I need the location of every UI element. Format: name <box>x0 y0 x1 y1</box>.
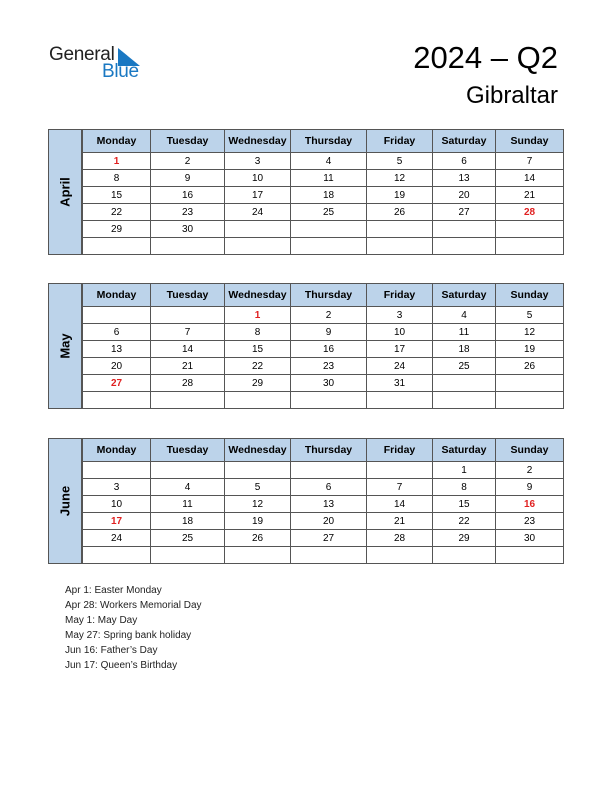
day-cell: 30 <box>496 530 564 547</box>
day-cell <box>151 392 225 409</box>
week-row <box>83 462 564 479</box>
day-cell: 2 <box>151 153 225 170</box>
calendar-table <box>82 129 564 255</box>
day-cell: 28 <box>367 530 433 547</box>
day-cell: 29 <box>83 221 151 238</box>
weekday-header: Wednesday <box>225 130 291 153</box>
month-block-june <box>48 438 563 564</box>
day-cell: 19 <box>225 513 291 530</box>
day-cell: 8 <box>433 479 496 496</box>
weekday-header: Friday <box>367 130 433 153</box>
weekday-header: Tuesday <box>151 130 225 153</box>
day-cell: 2 <box>291 307 367 324</box>
day-cell: 18 <box>151 513 225 530</box>
day-cell <box>433 392 496 409</box>
week-row <box>83 530 564 547</box>
week-row <box>83 547 564 564</box>
day-cell: 6 <box>433 153 496 170</box>
week-row <box>83 153 564 170</box>
month-label-column <box>48 283 82 409</box>
day-cell: 19 <box>367 187 433 204</box>
day-cell: 21 <box>151 358 225 375</box>
day-cell: 15 <box>83 187 151 204</box>
weekday-header: Saturday <box>433 284 496 307</box>
day-cell: 12 <box>225 496 291 513</box>
weekday-header: Friday <box>367 284 433 307</box>
day-cell <box>291 392 367 409</box>
calendar-table <box>82 438 564 564</box>
holiday-list <box>65 583 202 673</box>
day-cell: 14 <box>496 170 564 187</box>
day-cell <box>83 307 151 324</box>
country-name: Gibraltar <box>465 82 558 109</box>
weekday-header: Sunday <box>496 130 564 153</box>
day-cell: 10 <box>225 170 291 187</box>
day-cell: 10 <box>83 496 151 513</box>
week-row <box>83 358 564 375</box>
week-row <box>83 307 564 324</box>
day-cell <box>225 462 291 479</box>
day-cell: 4 <box>151 479 225 496</box>
weekday-header: Tuesday <box>151 284 225 307</box>
day-cell: 1 <box>83 153 151 170</box>
week-row <box>83 375 564 392</box>
month-label: June <box>57 485 73 517</box>
day-cell: 24 <box>225 204 291 221</box>
week-row <box>83 221 564 238</box>
day-cell <box>433 547 496 564</box>
day-cell: 9 <box>151 170 225 187</box>
day-cell: 7 <box>151 324 225 341</box>
week-row <box>83 204 564 221</box>
day-cell <box>225 238 291 255</box>
day-cell: 10 <box>367 324 433 341</box>
holiday-item: Jun 16: Father’s Day <box>65 645 158 656</box>
weekday-header: Tuesday <box>151 439 225 462</box>
day-cell <box>225 547 291 564</box>
day-cell: 21 <box>496 187 564 204</box>
day-cell: 28 <box>496 204 564 221</box>
calendar-table <box>82 283 564 409</box>
day-cell: 20 <box>291 513 367 530</box>
day-cell <box>433 375 496 392</box>
week-row <box>83 513 564 530</box>
day-cell <box>496 221 564 238</box>
day-cell: 13 <box>291 496 367 513</box>
day-cell: 31 <box>367 375 433 392</box>
day-cell: 27 <box>83 375 151 392</box>
day-cell: 27 <box>291 530 367 547</box>
day-cell: 1 <box>433 462 496 479</box>
day-cell: 12 <box>496 324 564 341</box>
day-cell: 27 <box>433 204 496 221</box>
day-cell: 17 <box>225 187 291 204</box>
day-cell: 21 <box>367 513 433 530</box>
day-cell: 26 <box>367 204 433 221</box>
day-cell: 18 <box>433 341 496 358</box>
day-cell: 6 <box>291 479 367 496</box>
month-block-april <box>48 129 563 255</box>
weekday-header: Thursday <box>291 130 367 153</box>
weekday-header: Thursday <box>291 284 367 307</box>
day-cell: 16 <box>151 187 225 204</box>
day-cell <box>367 547 433 564</box>
brand-name-general: General <box>49 44 115 65</box>
day-cell: 9 <box>496 479 564 496</box>
day-cell <box>151 238 225 255</box>
day-cell <box>291 221 367 238</box>
day-cell <box>496 547 564 564</box>
holiday-item: Jun 17: Queen’s Birthday <box>65 660 178 671</box>
week-row <box>83 341 564 358</box>
day-cell: 17 <box>83 513 151 530</box>
day-cell: 3 <box>83 479 151 496</box>
day-cell: 11 <box>291 170 367 187</box>
day-cell <box>433 238 496 255</box>
day-cell <box>496 238 564 255</box>
day-cell: 18 <box>291 187 367 204</box>
day-cell: 28 <box>151 375 225 392</box>
day-cell: 8 <box>83 170 151 187</box>
weekday-header: Monday <box>83 130 151 153</box>
day-cell: 14 <box>151 341 225 358</box>
day-cell: 5 <box>367 153 433 170</box>
week-row <box>83 496 564 513</box>
day-cell: 25 <box>291 204 367 221</box>
day-cell <box>151 547 225 564</box>
day-cell: 11 <box>433 324 496 341</box>
weekday-header: Saturday <box>433 130 496 153</box>
week-row <box>83 170 564 187</box>
day-cell <box>367 221 433 238</box>
day-cell: 14 <box>367 496 433 513</box>
weekday-header: Wednesday <box>225 439 291 462</box>
day-cell: 23 <box>151 204 225 221</box>
day-cell: 29 <box>433 530 496 547</box>
week-row <box>83 324 564 341</box>
week-row <box>83 479 564 496</box>
day-cell: 22 <box>433 513 496 530</box>
day-cell: 24 <box>83 530 151 547</box>
day-cell: 20 <box>433 187 496 204</box>
day-cell: 25 <box>433 358 496 375</box>
day-cell <box>83 238 151 255</box>
day-cell: 13 <box>83 341 151 358</box>
day-cell <box>367 462 433 479</box>
day-cell: 7 <box>367 479 433 496</box>
holiday-item: May 1: May Day <box>65 615 138 626</box>
day-cell: 29 <box>225 375 291 392</box>
day-cell: 9 <box>291 324 367 341</box>
weekday-header: Sunday <box>496 439 564 462</box>
day-cell: 15 <box>433 496 496 513</box>
day-cell: 6 <box>83 324 151 341</box>
day-cell: 13 <box>433 170 496 187</box>
day-cell: 26 <box>225 530 291 547</box>
day-cell: 30 <box>291 375 367 392</box>
day-cell: 23 <box>496 513 564 530</box>
month-label: May <box>57 333 73 359</box>
day-cell: 25 <box>151 530 225 547</box>
day-cell <box>291 238 367 255</box>
day-cell: 17 <box>367 341 433 358</box>
month-label: April <box>57 177 73 207</box>
week-row <box>83 392 564 409</box>
day-cell: 20 <box>83 358 151 375</box>
day-cell <box>496 392 564 409</box>
holiday-item: Apr 1: Easter Monday <box>65 585 162 596</box>
day-cell <box>291 462 367 479</box>
day-cell: 22 <box>83 204 151 221</box>
day-cell <box>291 547 367 564</box>
day-cell: 3 <box>367 307 433 324</box>
day-cell: 4 <box>291 153 367 170</box>
day-cell: 22 <box>225 358 291 375</box>
day-cell: 3 <box>225 153 291 170</box>
day-cell: 30 <box>151 221 225 238</box>
weekday-header: Thursday <box>291 439 367 462</box>
day-cell: 19 <box>496 341 564 358</box>
day-cell <box>225 392 291 409</box>
page-title: 2024 – Q2 <box>413 40 558 75</box>
holiday-item: Apr 28: Workers Memorial Day <box>65 600 202 611</box>
weekday-header: Monday <box>83 284 151 307</box>
brand-name-blue: Blue <box>102 61 139 82</box>
weekday-header: Saturday <box>433 439 496 462</box>
day-cell <box>367 392 433 409</box>
day-cell: 1 <box>225 307 291 324</box>
month-label-column <box>48 129 82 255</box>
day-cell: 16 <box>496 496 564 513</box>
week-row <box>83 238 564 255</box>
day-cell <box>367 238 433 255</box>
holiday-item: May 27: Spring bank holiday <box>65 630 192 641</box>
day-cell: 8 <box>225 324 291 341</box>
weekday-header: Monday <box>83 439 151 462</box>
month-block-may <box>48 283 563 409</box>
day-cell: 12 <box>367 170 433 187</box>
weekday-header: Friday <box>367 439 433 462</box>
day-cell <box>83 462 151 479</box>
day-cell <box>433 221 496 238</box>
day-cell <box>496 375 564 392</box>
weekday-header: Sunday <box>496 284 564 307</box>
day-cell: 15 <box>225 341 291 358</box>
day-cell <box>225 221 291 238</box>
day-cell: 23 <box>291 358 367 375</box>
day-cell: 16 <box>291 341 367 358</box>
month-label-column <box>48 438 82 564</box>
week-row <box>83 187 564 204</box>
weekday-header: Wednesday <box>225 284 291 307</box>
day-cell <box>83 392 151 409</box>
day-cell <box>151 307 225 324</box>
day-cell <box>151 462 225 479</box>
day-cell: 2 <box>496 462 564 479</box>
brand-logo <box>49 44 149 84</box>
day-cell: 26 <box>496 358 564 375</box>
day-cell: 11 <box>151 496 225 513</box>
day-cell: 5 <box>225 479 291 496</box>
day-cell: 5 <box>496 307 564 324</box>
day-cell <box>83 547 151 564</box>
day-cell: 24 <box>367 358 433 375</box>
day-cell: 4 <box>433 307 496 324</box>
day-cell: 7 <box>496 153 564 170</box>
